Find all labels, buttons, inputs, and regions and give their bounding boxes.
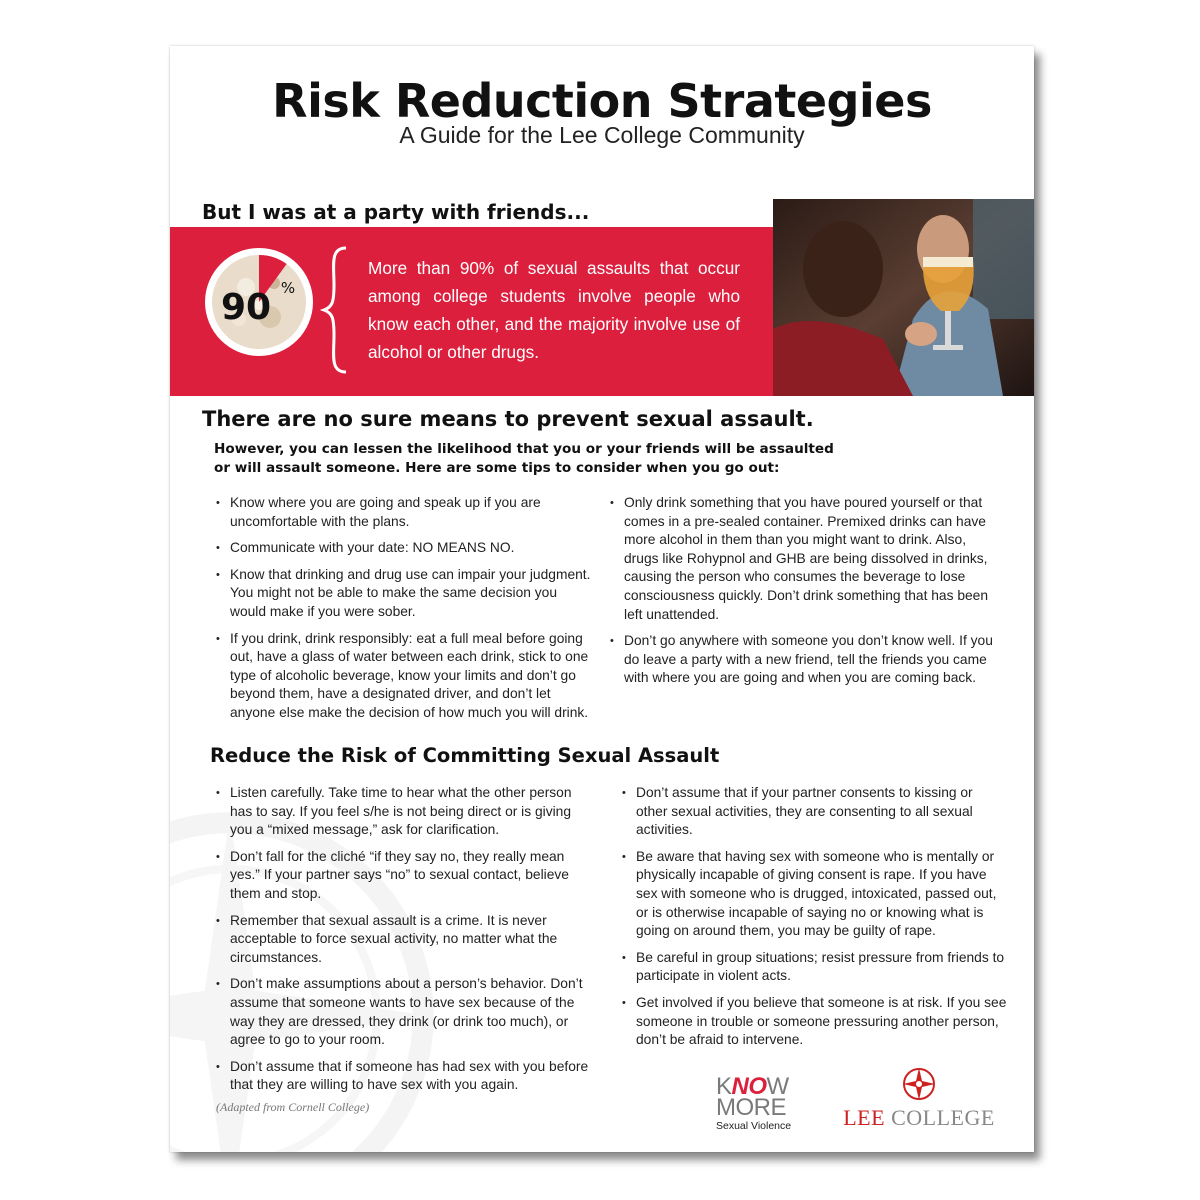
prevention-tips-right bbox=[610, 494, 995, 696]
page-subtitle: A Guide for the Lee College Community bbox=[399, 122, 805, 148]
list-item: • Only drink something that you have poured yourself or that comes in a pre-sealed container. Premixed drinks can have more alcohol in them than you might want to drink. Also, drugs like Rohypnol and GHB are being dissolved in drinks, causing the person who consumes the beverage to lose consciousness quickly. Don’t drink something that has been left unattended. bbox=[610, 494, 995, 624]
reduce-tips-right bbox=[622, 784, 1007, 1058]
list-item: • Know where you are going and speak up if you are uncomfortable with the plans. bbox=[216, 494, 594, 531]
list-item: • Be aware that having sex with someone who is mentally or physically incapable of giving consent is rape. If you have sex with someone who is drugged, intoxicated, passed out, or is otherwise incapable of saying no or knowing what is going on around them, you may be guilty of rape. bbox=[622, 848, 1007, 941]
source-credit: (Adapted from Cornell College) bbox=[216, 1100, 370, 1114]
page-title: Risk Reduction Strategies bbox=[272, 74, 932, 128]
beer-foam-stat-icon bbox=[204, 247, 314, 357]
prevention-heading: There are no sure means to prevent sexual assault. bbox=[202, 407, 814, 431]
list-item: • Be careful in group situations; resist pressure from friends to participate in violent acts. bbox=[622, 949, 1007, 986]
party-photo bbox=[773, 199, 1034, 396]
know-more-subtitle: Sexual Violence bbox=[716, 1120, 792, 1132]
lee-word: LEE bbox=[843, 1105, 886, 1130]
know-more-no: NO bbox=[731, 1073, 767, 1100]
list-item: • Know that drinking and drug use can impair your judgment. You might not be able to make the same decision you would make if you were sober. bbox=[216, 566, 594, 622]
list-item: • Remember that sexual assault is a crime. It is never acceptable to force sexual activity, no matter what the circumstances. bbox=[216, 912, 594, 968]
list-item: • Get involved if you believe that someone is at risk. If you see someone in trouble or someone pressuring another person, don’t be afraid to intervene. bbox=[622, 994, 1007, 1050]
reduce-heading: Reduce the Risk of Committing Sexual Assault bbox=[210, 744, 720, 767]
party-heading: But I was at a party with friends... bbox=[202, 200, 590, 224]
list-item: • Communicate with your date: NO MEANS NO. bbox=[216, 539, 594, 558]
stat-value: 90 bbox=[220, 287, 272, 328]
reduce-tips-left bbox=[216, 784, 594, 1103]
statistic-banner bbox=[170, 227, 773, 396]
list-item: • Don’t assume that if your partner consents to kissing or other sexual activities, they are consenting to all sexual activities. bbox=[622, 784, 1007, 840]
stat-unit: % bbox=[280, 279, 296, 297]
know-more-logo bbox=[716, 1073, 806, 1132]
prevention-tips-left bbox=[216, 494, 594, 731]
compass-star-icon bbox=[901, 1066, 937, 1102]
statistic-text: More than 90% of sexual assaults that occur among college students involve people who know each other, and the majority involve use of alcohol or other drugs. bbox=[368, 258, 740, 362]
list-item: • If you drink, drink responsibly: eat a full meal before going out, have a glass of water between each drink, stick to one type of alcoholic beverage, know your limits and don’t go beyond them, have a designated driver, and don’t let anyone else make the decision of how much you will drink. bbox=[216, 630, 594, 723]
lee-college-logo bbox=[834, 1066, 1004, 1131]
prevention-intro: However, you can lessen the likelihood that you or your friends will be assaulted or will assault someone. Here are some tips to consider when you go out: bbox=[214, 441, 834, 476]
know-more-more: MORE bbox=[716, 1094, 786, 1121]
flyer-page bbox=[170, 46, 1034, 1152]
list-item: • Listen carefully. Take time to hear what the other person has to say. If you feel s/he is not being direct or is giving you a “mixed message,” ask for clarification. bbox=[216, 784, 594, 840]
know-more-w: W bbox=[766, 1073, 789, 1100]
know-more-k: K bbox=[716, 1073, 732, 1100]
college-word: COLLEGE bbox=[891, 1105, 995, 1130]
list-item: • Don’t make assumptions about a person’s behavior. Don’t assume that someone wants to have sex because of the way they are dressed, they drink (or drink too much), or agree to go to your room. bbox=[216, 975, 594, 1049]
list-item: • Don’t fall for the cliché “if they say no, they really mean yes.” If your partner says “no” to sexual contact, believe them and stop. bbox=[216, 848, 594, 904]
list-item: • Don’t go anywhere with someone you don’t know well. If you do leave a party with a new friend, tell the friends you came with where you are going and when you are coming back. bbox=[610, 632, 995, 688]
curly-brace-icon bbox=[320, 245, 354, 375]
list-item: • Don’t assume that if someone has had sex with you before that they are willing to have sex with you again. bbox=[216, 1058, 594, 1095]
lee-college-wordmark bbox=[834, 1105, 1004, 1131]
